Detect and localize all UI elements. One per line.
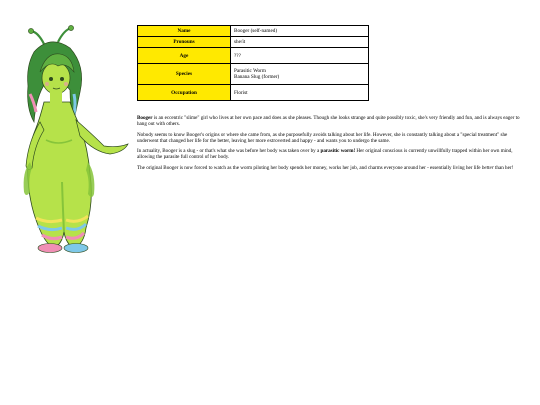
bio-text: In actuality, Booger is a slug - or that's what she was before her body was taken over by a [137,148,321,155]
foot-right [64,244,88,253]
blush-left [45,82,49,86]
profile-row-species [138,64,369,85]
profile-row-pronouns [138,37,369,48]
eye-left [49,77,53,81]
profile-value: Booger (self-named) [231,26,369,37]
profile-value: she/it [231,37,369,48]
biography [137,115,521,176]
profile-key: Pronouns [138,37,231,48]
foot-left [38,244,62,253]
bio-italic: better [481,165,494,172]
profile-value: ??? [231,48,369,64]
bio-text: The original Booger is now forced to watch as the worm piloting her body spends her money, works her job, and charms everyone around her - essentially living her life [137,165,482,172]
bio-emphasis: parasitic worm! [320,148,356,155]
species-current: Parasitic Worm [234,68,266,74]
profile-key: Name [138,26,231,37]
eye-right [60,77,64,81]
profile-row-occupation [138,85,369,101]
antenna-tip-right [68,25,73,30]
profile-key: Age [138,48,231,64]
species-former: Banana Slug (former) [234,74,280,80]
profile-row-name [138,26,369,37]
hair-stripe-blue [74,94,75,114]
character-name: Booger [137,115,153,121]
blush-right [64,82,68,86]
bio-paragraph-parasite [137,148,521,160]
bio-paragraph-original [137,165,521,171]
bio-paragraph-origins: Nobody seems to know Booger's origins or where she came from, as she purposefully avoids talking about her life. However, she is constantly talking about a "special treatment" she underwent that changed her life for the better, leaving her more extroverted and happy - and wants you to undergo the same. [137,131,508,144]
bio-text: is an eccentric "slime" girl who lives at her own pace and does as she pleases. Though she looks strange and quite possibly toxic, she's very friendly and fun, and is always eager to hang out with others. [137,115,520,128]
antenna-tip-left [28,28,33,33]
profile-row-age [138,48,369,64]
profile-table [137,25,369,101]
bio-text: Her original conscious is currently unwillfully trapped within her own mind, allowing the parasite full control of her body. [137,148,513,161]
bio-text: than her! [493,165,514,172]
profile-value: Florist [231,85,369,101]
profile-key: Species [138,64,231,85]
profile-value [231,64,369,85]
neck [50,92,62,104]
profile-key: Occupation [138,85,231,101]
character-illustration [0,22,132,262]
bio-paragraph-intro [137,115,521,127]
